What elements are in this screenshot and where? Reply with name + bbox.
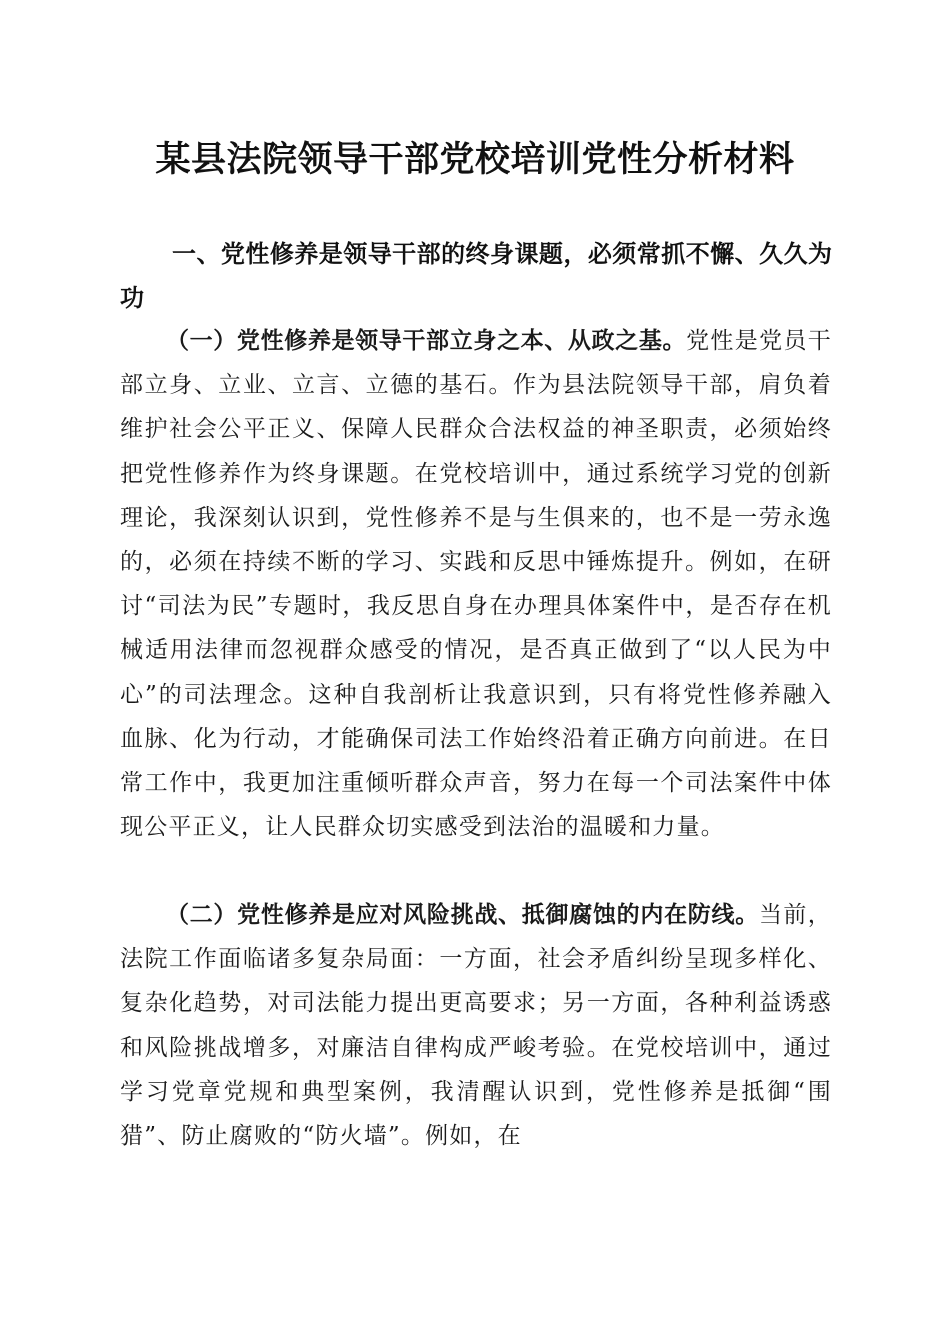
paragraph-2 <box>120 893 832 1158</box>
document-title: 某县法院领导干部党校培训党性分析材料 <box>155 139 795 180</box>
paragraph-2-lead: （二）党性修养是应对风险挑战、抵御腐蚀的内在防线。 <box>166 902 759 928</box>
paragraph-2-body: 当前，法院工作面临诸多复杂局面：一方面，社会矛盾纠纷呈现多样化、复杂化趋势，对司法能力提出更高要求；另一方面，各种利益诱惑和风险挑战增多，对廉洁自律构成严峻考验。在党校培训中，通过学习党章党规和典型案例，我清醒认识到，党性修养是抵御“围猎”、防止腐败的“防火墙”。例如，在 <box>120 902 833 1150</box>
section-heading: 一、党性修养是领导干部的终身课题，必须常抓不懈、久久为功 <box>120 240 832 312</box>
paragraph-1 <box>120 319 832 849</box>
paragraph-1-body: 党性是党员干部立身、立业、立言、立德的基石。作为县法院领导干部，肩负着维护社会公平正义、保障人民群众合法权益的神圣职责，必须始终把党性修养作为终身课题。在党校培训中，通过系统学习党的创新理论，我深刻认识到，党性修养不是与生俱来的，也不是一劳永逸的，必须在持续不断的学习、实践和反思中锤炼提升。例如，在研讨“司法为民”专题时，我反思自身在办理具体案件中，是否存在机械适用法律而忽视群众感受的情况，是否真正做到了“以人民为中心”的司法理念。这种自我剖析让我意识到，只有将党性修养融入血脉、化为行动，才能确保司法工作始终沿着正确方向前进。在日常工作中，我更加注重倾听群众声音，努力在每一个司法案件中体现公平正义，让人民群众切实感受到法治的温暖和力量。 <box>120 328 832 841</box>
paragraph-1-lead: （一）党性修养是领导干部立身之本、从政之基。 <box>166 328 687 354</box>
